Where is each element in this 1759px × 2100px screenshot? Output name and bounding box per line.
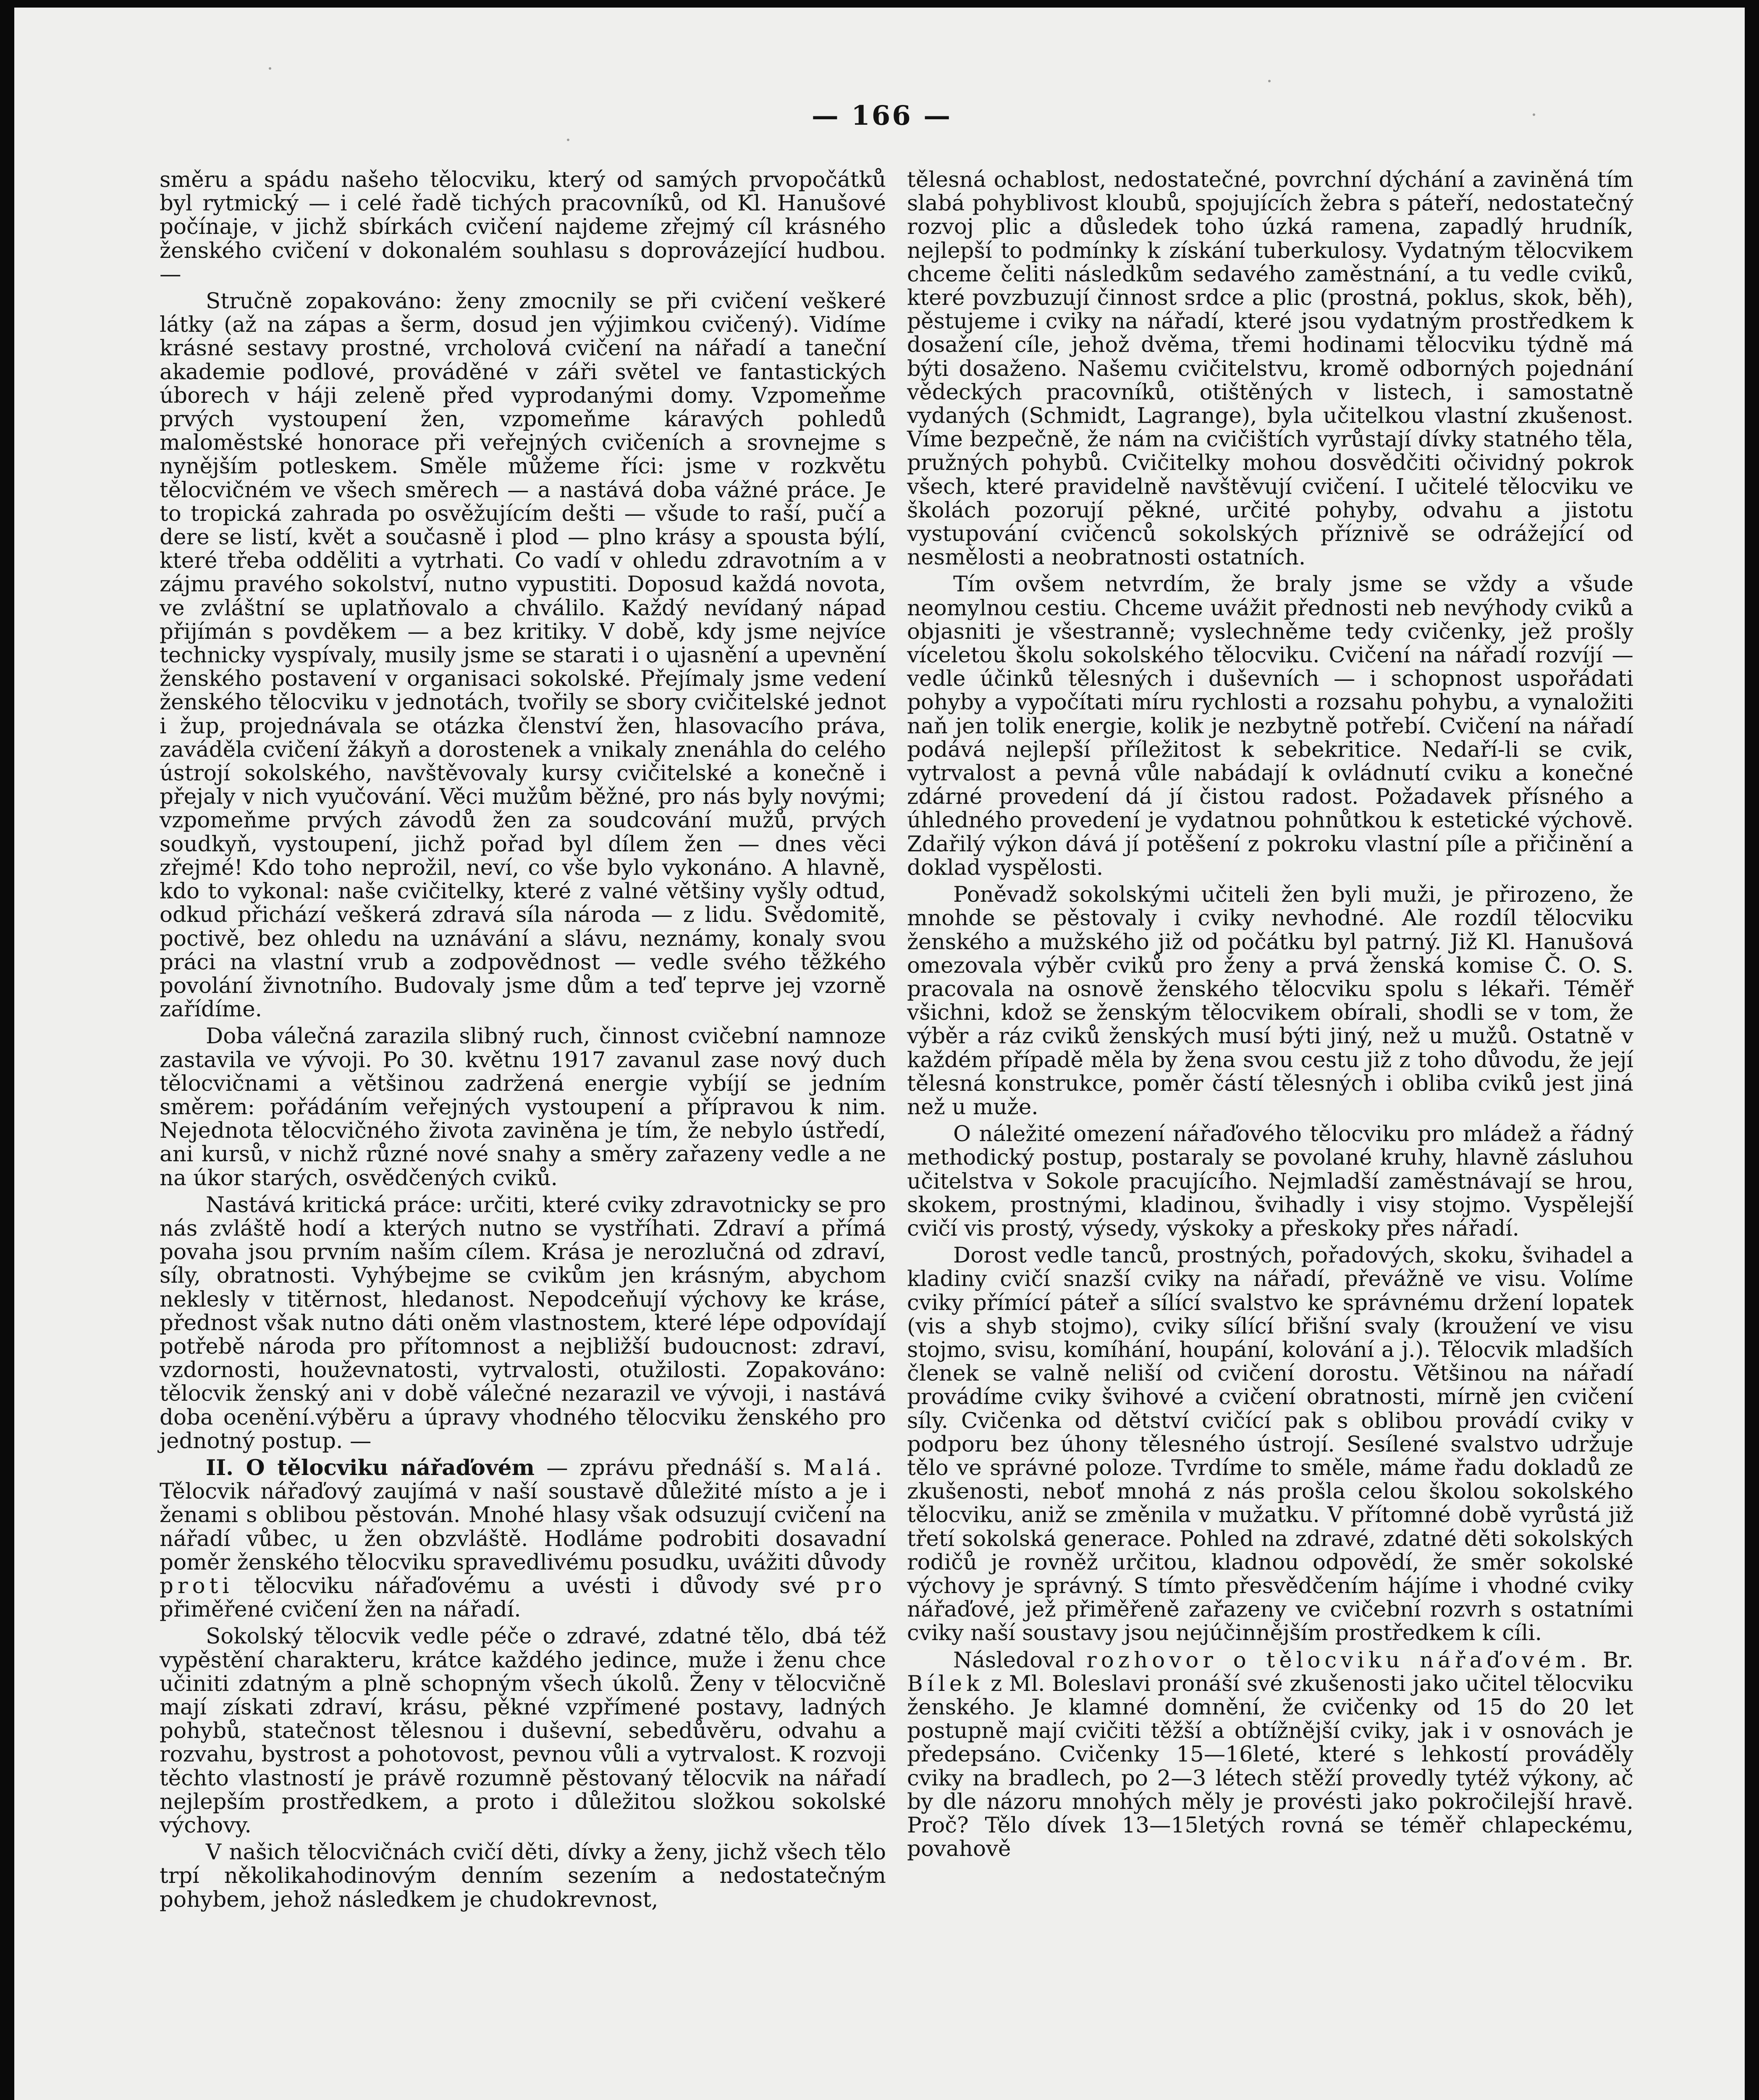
section-paragraph: II. O tělocviku nářaďovém — zprávu přednáší s. Malá. Tělocvik nářaďový zaujímá v naší soustavě důležité místo a je i ženami s oblibou pěstován. Mnohé hlasy však odsuzují cvičení na nářadí vůbec, u žen obzvláště. Hodláme podrobiti dosavadní poměr ženského tělocviku spravedlivému posudku, uvážiti důvody proti tělocviku nářaďovému a uvésti i důvody své pro přiměřené cvičení žen na nářadí. xyxy=(160,1455,886,1622)
paragraph: směru a spádu našeho tělocviku, který od samých prvopočátků byl rytmický — i celé řadě tichých pracovníků, od Kl. Hanušové počínaje, v jichž sbírkách cvičení najdeme zřejmý cíl krásného ženského cvičení v dokonalém souhlasu s doprovázející hudbou. — xyxy=(160,167,886,287)
page-number: — 166 — xyxy=(811,100,952,131)
discussion-title: rozhovor o tělocviku nářaďovém. xyxy=(1086,1647,1591,1673)
paragraph: O náležité omezení nářaďového tělocviku pro mládež a řádný methodický postup, postaraly se povolané kruhy, hlavně zásluhou učitelstva v Sokole pracujícího. Nejmladší zaměstnávají se hrou, skokem, prostnými, kladinou, švihadly i visy stojmo. Vyspělejší cvičí vis prostý, výsedy, výskoky a přeskoky přes nářadí. xyxy=(907,1121,1633,1241)
speaker-name: Bílek xyxy=(907,1671,984,1696)
scan-border-left xyxy=(0,0,14,2100)
right-column xyxy=(907,168,1633,1864)
scan-speck xyxy=(1268,80,1271,82)
paragraph: Sokolský tělocvik vedle péče o zdravé, zdatné tělo, dbá též vypěstění charakteru, krátce každého jedince, muže i ženu chce učiniti zdatným a plně schopným všech úkolů. Ženy v tělocvičně mají získati zdraví, krásu, pěkné vzpřímené postavy, ladných pohybů, statečnost tělesnou i duševní, sebedůvěru, odvahu a rozvahu, bystrost a pohotovost, pevnou vůli a vytrvalost. K rozvoji těchto vlastností je právě rozumně pěstovaný tělocvik na nářadí nejlepším prostředkem, a proto i důležitou složkou sokolské výchovy. xyxy=(160,1624,886,1838)
left-column xyxy=(160,168,886,1915)
paragraph: Stručně zopakováno: ženy zmocnily se při cvičení veškeré látky (až na zápas a šerm, dosud jen výjimkou cvičený). Vidíme krásné sestavy prostné, vrcholová cvičení na nářadí a taneční akademie podlové, prováděné v záři světel ve fantastických úborech v háji zeleně před vyprodanými domy. Vzpomeňme prvých vystoupení žen, vzpomeňme káravých pohledů maloměstské honorace při veřejných cvičeních a srovnejme s nynějším potleskem. Směle můžeme říci: jsme v rozkvětu tělocvičném ve všech směrech — a nastává doba vážné práce. Je to tropická zahrada po osvěžujícím dešti — všude to raší, pučí a dere se listí, květ a současně i plod — plno krásy a spousta býlí, které třeba odděliti a vytrhati. Co vadí v ohledu zdravotním a v zájmu pravého sokolství, nutno vypustiti. Doposud každá novota, ve zvláštní se uplatňovalo a chválilo. Každý nevídaný nápad přijímán s povděkem — a bez kritiky. V době, kdy jsme nejvíce technicky vyspívaly, musily jsme se starati i o ujasnění a upevnění ženského postavení v organisaci sokolské. Přejímaly jsme vedení ženského tělocviku v jednotách, tvořily se sbory cvičitelské jednot i žup, projednávala se otázka členství žen, hlasovacího práva, zaváděla cvičení žákyň a dorostenek a vnikaly znenáhla do celého ústrojí sokolského, navštěvovaly kursy cvičitelské a konečně i přejaly v nich vyučování. Věci mužům běžné, pro nás byly novými; vzpomeňme prvých závodů žen za soudcování mužů, prvých soudkyň, vystoupení, jichž pořad byl dílem žen — dnes věci zřejmé! Kdo toho neprožil, neví, co vše bylo vykonáno. A hlavně, kdo to vykonal: naše cvičitelky, které z valné většiny vyšly odtud, odkud přichází veškerá zdravá síla národa — z lidu. Svědomitě, poctivě, bez ohledu na uznávání a slávu, neznámy, konaly svou práci na vlastní vrub a zodpovědnost — vedle svého těžkého povolání živnotního. Budovaly jsme dům a teď teprve jej vzorně zařídíme. xyxy=(160,289,886,1022)
paragraph: Poněvadž sokolskými učiteli žen byli muži, je přirozeno, že mnohde se pěstovaly i cviky nevhodné. Ale rozdíl tělocviku ženského a mužského již od počátku byl patrný. Již Kl. Hanušová omezovala výběr cviků pro ženy a prvá ženská komise Č. O. S. pracovala na osnově ženského tělocviku spolu s lékaři. Téměř všichni, kdož se ženským tělocvikem obírali, shodli se v tom, že výběr a ráz cviků ženských musí býti jiný, než u mužů. Ostatně v každém případě měla by žena svou cestu již z toho důvodu, že její tělesná konstrukce, poměr částí tělesných i obliba cviků jest jiná než u muže. xyxy=(907,882,1633,1120)
section-heading: II. O tělocviku nářaďovém xyxy=(206,1455,535,1480)
scan-speck xyxy=(269,67,271,70)
paragraph: V našich tělocvičnách cvičí děti, dívky a ženy, jichž všech tělo trpí několikahodinovým denním sezením a nedostatečným pohybem, jehož následkem je chudokrevnost, xyxy=(160,1840,886,1912)
scan-speck xyxy=(1533,113,1535,116)
paragraph: Tím ovšem netvrdím, že braly jsme se vždy a všude neomylnou cestiu. Chceme uvážit přednosti neb nevýhody cviků a objasniti je všestranně; vyslechněme tedy cvičenky, jež prošly víceletou školu sokolského tělocviku. Cvičení na nářadí rozvíjí — vedle účinků tělesných i duševních — i schopnost uspořádati pohyby a vypočítati míru rychlosti a rozsahu pohybu, a vynaložiti naň jen tolik energie, kolik je nezbytně potřebí. Cvičení na nářadí podává nejlepší příležitost k sebekritice. Nedaří-li se cvik, vytrvalost a pevná vůle nabádají k ovládnutí cviku a konečné zdárné provedení dá jí čistou radost. Požadavek přísného a úhledného provedení je vydatnou pohnůtkou k estetické výchově. Zdařilý výkon dává jí potěšení z pokroku vlastní píle a přičinění a doklad vyspělosti. xyxy=(907,572,1633,880)
scan-border-right xyxy=(1745,0,1759,2100)
paragraph: Nastává kritická práce: určiti, které cviky zdravotnicky se pro nás zvláště hodí a kterých nutno se vystříhati. Zdraví a přímá povaha jsou prvním naším cílem. Krása je nerozlučná od zdraví, síly, obratnosti. Vyhýbejme se cvikům jen krásným, abychom neklesly v titěrnost, hledanost. Nepodceňují výchovy ke kráse, přednost však nutno dáti oněm vlastnostem, které lépe odpovídají potřebě národa pro přítomnost a nejbližší budoucnost: zdraví, vzdornosti, houževnatosti, vytrvalosti, otužilosti. Zopakováno: tělocvik ženský ani v době válečné nezarazil ve vývoji, i nastává doba ocenění.výběru a úpravy vhodného tělocviku ženského pro jednotný postup. — xyxy=(160,1192,886,1454)
paragraph: Následoval rozhovor o tělocviku nářaďovém. Br. Bílek z Ml. Boleslavi pronáší své zkušenosti jako učitel tělocviku ženského. Je klamné domnění, že cvičenky od 15 do 20 let postupně mají cvičiti těžší a obtížnější cviky, jak i v osnovách je předepsáno. Cvičenky 15—16leté, které s lehkostí prováděly cviky na bradlech, po 2—3 létech stěží provedly tytéž výkony, ač by dle názoru mnohých měly je provésti jako pokročilejší hravě. Proč? Tělo dívek 13—15letých rovná se téměř chlapeckému, povahově xyxy=(907,1647,1633,1862)
scan-speck xyxy=(567,139,569,141)
paragraph: Dorost vedle tanců, prostných, pořadových, skoku, švihadel a kladiny cvičí snazší cviky na nářadí, převážně ve visu. Volíme cviky přímící páteř a sílící svalstvo ke správnému držení lopatek (vis a shyb stojmo), cviky sílící břišní svaly (kroužení ve visu stojmo, svisu, komíhání, houpání, kolování a j.). Tělocvik mladších členek se valně neliší od cvičení dorostu. Většinou na nářadí provádíme cviky švihové a cvičení obratnosti, mírně jen cvičení síly. Cvičenka od dětství cvičící pak s oblibou provádí cviky v podporu bez úhony tělesného ústrojí. Sesílené svalstvo udržuje tělo ve správné poloze. Tvrdíme to směle, máme řadu dokladů ze zkušenosti, neboť mnohá z nás prošla celou školou sokolského tělocviku, aniž se změnila v mužatku. V přítomné době vyrůstá již třetí sokolská generace. Pohled na zdravé, zdatné děti sokolských rodičů je rovněž určitou, kladnou odpovědí, že směr sokolské výchovy je správný. S tímto přesvědčením hájíme i vhodné cviky nářaďové, jež přiměřeně zařazeny ve cvičební rozvrh s ostatními cviky naší soustavy jsou nejúčinnějším prostředkem k cíli. xyxy=(907,1243,1633,1646)
paragraph: tělesná ochablost, nedostatečné, povrchní dýchání a zaviněná tím slabá pohyblivost kloubů, spojujících žebra s páteří, nedostatečný rozvoj plic a důsledek toho úzká ramena, zapadlý hrudník, nejlepší to podmínky k získání tuberkulosy. Vydatným tělocvikem chceme čeliti následkům sedavého zaměstnání, a tu vedle cviků, které povzbuzují činnost srdce a plic (prostná, poklus, skok, běh), pěstujeme i cviky na nářadí, které jsou vydatným prostředkem k dosažení cíle, jehož dvěma, třemi hodinami tělocviku týdně má býti dosaženo. Našemu cvičitelstvu, kromě odborných pojednání vědeckých pracovníků, otištěných v listech, i samostatně vydaných (Schmidt, Lagrange), byla učitelkou vlastní zkušenost. Víme bezpečně, že nám na cvičištích vyrůstají dívky statného těla, pružných pohybů. Cvičitelky mohou dosvědčiti očividný pokrok všech, které pravidelně navštěvují cvičení. I učitelé tělocviku ve školách pozorují pěkné, určité pohyby, odvahu a jistotu vystupování cvičenců sokolských příznivě se odrážející od nesmělosti a neobratnosti ostatních. xyxy=(907,167,1633,570)
speaker-name: Malá. xyxy=(803,1455,886,1480)
scan-border-top xyxy=(0,0,1759,8)
paragraph: Doba válečná zarazila slibný ruch, činnost cvičební namnoze zastavila ve vývoji. Po 30. květnu 1917 zavanul zase nový duch tělocvičnami a většinou zadržená energie vybíjí se jedním směrem: pořádáním veřejných vystoupení a přípravou k nim. Nejednota tělocvičného života zaviněna je tím, že nebylo ústředí, ani kursů, v nichž různé nové snahy a směry zařazeny vedle a ne na úkor starých, osvědčených cviků. xyxy=(160,1024,886,1191)
